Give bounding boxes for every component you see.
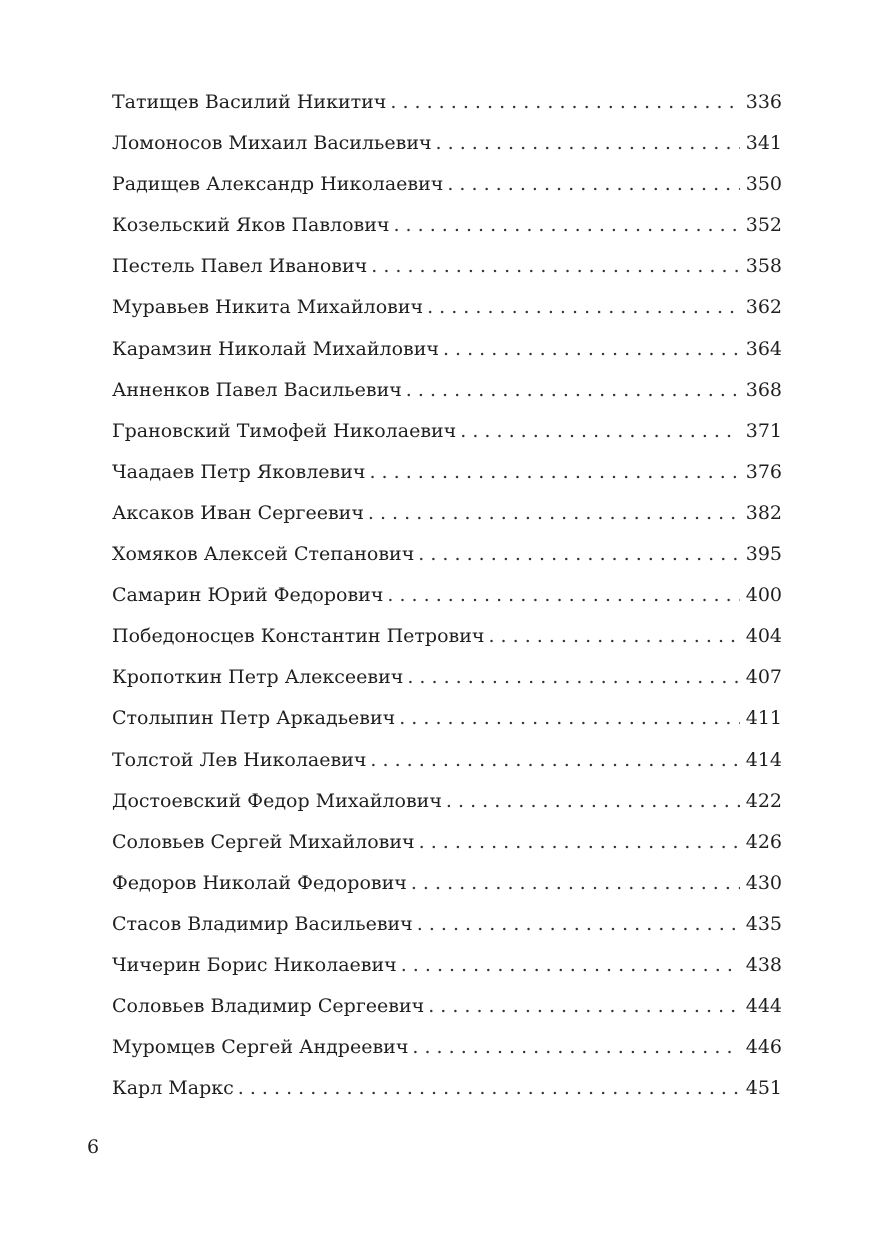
toc-entry xyxy=(112,698,782,739)
toc-entry-page: 422 xyxy=(745,789,782,812)
toc-entry-title: Толстой Лев Николаевич xyxy=(112,748,367,771)
dot-leader xyxy=(399,698,740,739)
dot-leader xyxy=(446,781,740,822)
toc-entry-title: Соловьев Сергей Михайлович xyxy=(112,830,415,853)
toc-entry-title: Соловьев Владимир Сергеевич xyxy=(112,995,425,1018)
toc-entry-page: 350 xyxy=(745,173,782,196)
dot-leader xyxy=(406,370,740,411)
toc-entry-title: Кропоткин Петр Алексеевич xyxy=(112,666,404,689)
dot-leader xyxy=(368,493,740,534)
toc-entry-page: 382 xyxy=(745,501,782,524)
toc-entry xyxy=(112,1068,782,1109)
dot-leader xyxy=(419,822,740,863)
toc-entry xyxy=(112,82,782,123)
toc-entry-page: 400 xyxy=(745,584,782,607)
toc-entry-title: Чичерин Борис Николаевич xyxy=(112,953,397,976)
toc-entry xyxy=(112,657,782,698)
toc-entry xyxy=(112,822,782,863)
page-number: 6 xyxy=(87,1136,100,1158)
toc-entry xyxy=(112,1027,782,1068)
toc-entry-title: Федоров Николай Федорович xyxy=(112,871,407,894)
toc-entry-title: Грановский Тимофей Николаевич xyxy=(112,419,457,442)
toc-entry-title: Анненков Павел Васильевич xyxy=(112,378,402,401)
toc-entry-title: Победоносцев Константин Петрович xyxy=(112,625,485,648)
toc-entry-page: 376 xyxy=(745,460,782,483)
toc-entry xyxy=(112,986,782,1027)
toc-entry xyxy=(112,575,782,616)
toc-entry-page: 395 xyxy=(745,543,782,566)
toc-entry-title: Хомяков Алексей Степанович xyxy=(112,543,415,566)
toc-entry xyxy=(112,164,782,205)
toc-entry xyxy=(112,945,782,986)
toc-entry-title: Козельский Яков Павлович xyxy=(112,214,390,237)
toc-entry-page: 446 xyxy=(745,1036,782,1059)
toc-entry-title: Чаадаев Петр Яковлевич xyxy=(112,460,366,483)
dot-leader xyxy=(427,287,740,328)
toc-entry-page: 451 xyxy=(745,1077,782,1100)
dot-leader xyxy=(436,123,740,164)
toc-entry-page: 426 xyxy=(745,830,782,853)
toc-entry-title: Достоевский Федор Михайлович xyxy=(112,789,442,812)
toc-entry-page: 362 xyxy=(745,296,782,319)
toc-entry xyxy=(112,123,782,164)
dot-leader xyxy=(407,657,739,698)
toc-entry xyxy=(112,452,782,493)
toc-entry-page: 414 xyxy=(745,748,782,771)
dot-leader xyxy=(460,411,739,452)
toc-entry xyxy=(112,205,782,246)
dot-leader xyxy=(390,82,739,123)
dot-leader xyxy=(393,205,739,246)
toc-entry-page: 371 xyxy=(745,419,782,442)
toc-entry xyxy=(112,904,782,945)
toc-entry-title: Муравьев Никита Михайлович xyxy=(112,296,424,319)
dot-leader xyxy=(412,1027,739,1068)
toc-entry-title: Татищев Василий Никитич xyxy=(112,91,387,113)
dot-leader xyxy=(370,740,739,781)
dot-leader xyxy=(387,575,739,616)
toc-entry xyxy=(112,370,782,411)
dot-leader xyxy=(371,246,740,287)
toc-entry xyxy=(112,287,782,328)
toc-entry-title: Столыпин Петр Аркадьевич xyxy=(112,707,396,730)
toc-entry xyxy=(112,740,782,781)
toc-entry-title: Стасов Владимир Васильевич xyxy=(112,912,413,935)
toc-entry-page: 444 xyxy=(745,995,782,1018)
toc-entry-title: Карамзин Николай Михайлович xyxy=(112,337,439,360)
dot-leader xyxy=(443,329,740,370)
toc-entry-page: 352 xyxy=(745,214,782,237)
toc-entry-page: 341 xyxy=(745,132,782,155)
dot-leader xyxy=(369,452,739,493)
toc-entry-title: Пестель Павел Иванович xyxy=(112,255,368,278)
toc-entry-page: 438 xyxy=(745,953,782,976)
toc-entry-page: 430 xyxy=(745,871,782,894)
toc-entry-title: Ломоносов Михаил Васильевич xyxy=(112,132,432,155)
toc-entry-page: 364 xyxy=(745,337,782,360)
toc-entry xyxy=(112,493,782,534)
dot-leader xyxy=(488,616,739,657)
toc-entry-page: 336 xyxy=(745,91,782,113)
dot-leader xyxy=(401,945,740,986)
toc-entry xyxy=(112,616,782,657)
dot-leader xyxy=(447,164,739,205)
table-of-contents xyxy=(112,82,782,1109)
toc-entry-title: Муромцев Сергей Андреевич xyxy=(112,1036,409,1059)
dot-leader xyxy=(428,986,740,1027)
toc-entry xyxy=(112,329,782,370)
toc-entry xyxy=(112,246,782,287)
toc-entry-page: 407 xyxy=(745,666,782,689)
dot-leader xyxy=(417,904,740,945)
toc-entry-page: 404 xyxy=(745,625,782,648)
dot-leader xyxy=(411,863,740,904)
toc-entry xyxy=(112,534,782,575)
toc-entry xyxy=(112,411,782,452)
toc-entry-title: Радищев Александр Николаевич xyxy=(112,173,444,196)
toc-entry-page: 368 xyxy=(745,378,782,401)
toc-entry-page: 435 xyxy=(745,912,782,935)
toc-entry-page: 411 xyxy=(745,707,782,730)
toc-entry-title: Карл Маркс xyxy=(112,1077,234,1100)
toc-entry-title: Аксаков Иван Сергеевич xyxy=(112,501,364,524)
dot-leader xyxy=(238,1068,740,1109)
toc-entry xyxy=(112,863,782,904)
dot-leader xyxy=(418,534,739,575)
toc-entry-page: 358 xyxy=(745,255,782,278)
toc-entry-title: Самарин Юрий Федорович xyxy=(112,584,384,607)
toc-entry xyxy=(112,781,782,822)
